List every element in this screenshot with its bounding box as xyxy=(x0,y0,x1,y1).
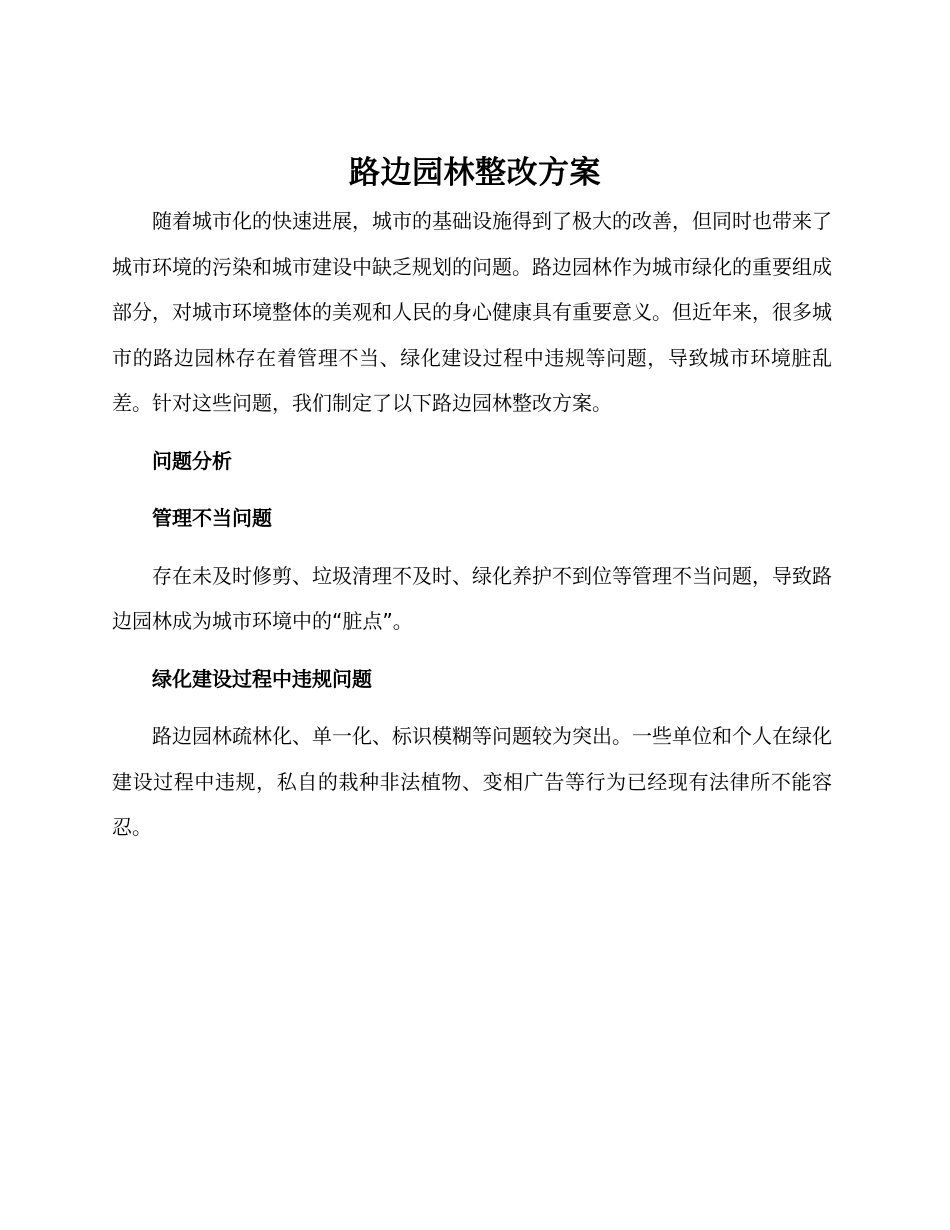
section-heading-problem-analysis: 问题分析 xyxy=(152,448,232,473)
subsection-heading-violations: 绿化建设过程中违规问题 xyxy=(152,666,372,691)
document-body xyxy=(112,199,832,851)
subsection-paragraph-violations: 路边园林疏林化、单一化、标识模糊等问题较为突出。一些单位和个人在绿化建设过程中违规，私自的栽种非法植物、变相广告等行为已经现有法律所不能容忍。 xyxy=(112,724,832,839)
subsection-heading-management: 管理不当问题 xyxy=(152,506,272,530)
intro-paragraph: 随着城市化的快速进展，城市的基础设施得到了极大的改善，但同时也带来了城市环境的污染和城市建设中缺乏规划的问题。路边园林作为城市绿化的重要组成部分，对城市环境整体的美观和人民的身心健康具有重要意义。但近年来，很多城市的路边园林存在着管理不当、绿化建设过程中违规等问题，导致城市环境脏乱差。针对这些问题，我们制定了以下路边园林整改方案。 xyxy=(112,209,832,415)
subsection-paragraph-management: 存在未及时修剪、垃圾清理不及时、绿化养护不到位等管理不当问题，导致路边园林成为城市环境中的“脏点”。 xyxy=(112,563,832,633)
document-title: 路边园林整改方案 xyxy=(349,155,601,191)
